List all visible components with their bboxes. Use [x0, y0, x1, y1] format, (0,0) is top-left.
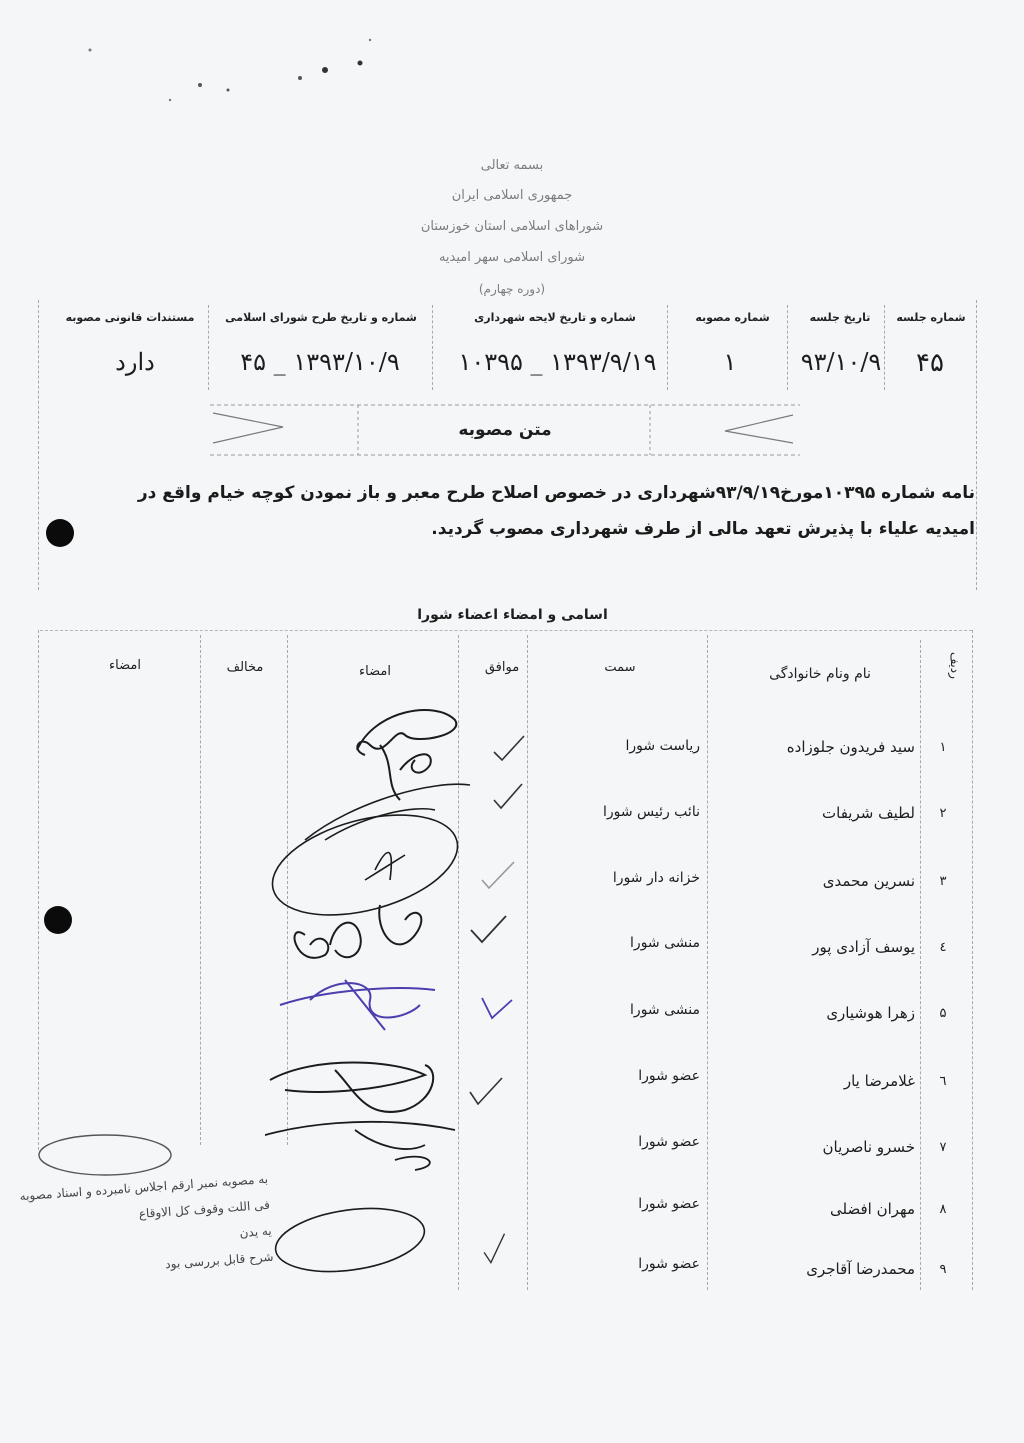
session-no-value: ۴۵ — [916, 348, 944, 378]
agree-checkmark — [490, 780, 530, 814]
col-header-agree: موافق — [484, 660, 520, 675]
row-number: ۳ — [939, 874, 947, 889]
legal-basis-value: دارد — [115, 348, 155, 376]
row-number: ۵ — [939, 1006, 947, 1021]
member-role: ریاست شورا — [625, 738, 700, 754]
member-name: زهرا هوشیاری — [826, 1004, 915, 1022]
note-line: فی اللت وقوف کل الاوقاع — [138, 1197, 271, 1221]
member-name: سید فریدون جلوزاده — [786, 738, 915, 756]
note-line: شرح قابل بررسی بود — [164, 1249, 274, 1272]
members-table-title: اسامی و امضاء اعضاء شورا — [417, 607, 608, 623]
member-name: غلامرضا یار — [843, 1072, 915, 1090]
member-role: نائب رئیس شورا — [602, 804, 700, 820]
member-signatures — [265, 690, 495, 1290]
table-rule — [38, 630, 39, 1150]
frame-right-rule — [976, 300, 977, 590]
handwritten-margin-note — [3, 1166, 275, 1288]
session-date-label: تاریخ جلسه — [809, 311, 871, 324]
member-role: عضو شورا — [638, 1134, 700, 1150]
col-header-signature-2: امضاء — [109, 658, 141, 673]
punch-hole — [46, 519, 74, 547]
table-rule — [707, 635, 708, 1290]
member-role: خزانه دار شورا — [612, 870, 700, 886]
table-top-rule — [40, 630, 972, 631]
resolution-heading: متن مصوبه — [458, 420, 552, 440]
province-council: شوراهای اسلامی استان خوزستان — [420, 219, 604, 234]
row-number: ۱ — [939, 740, 947, 755]
bill-label: شماره و تاریخ لایحه شهرداری — [474, 311, 636, 324]
member-name: نسرین محمدی — [822, 872, 915, 890]
note-line: به مصوبه نمبر ارقم اجلاس نامبرده و اسناد مصوبه — [19, 1171, 269, 1204]
plan-value: ۱۳۹۳/۱۰/۹ _ ۴۵ — [240, 348, 400, 376]
council-term: (دوره چهارم) — [478, 282, 546, 296]
session-no-label: شماره جلسه — [896, 311, 966, 324]
member-role: منشی شورا — [630, 935, 700, 951]
member-name: مهران افضلی — [830, 1200, 915, 1218]
resolution-no-value: ۱ — [723, 348, 737, 376]
plan-label: شماره و تاریخ طرح شورای اسلامی — [225, 311, 417, 324]
bill-value: ۱۳۹۳/۹/۱۹ _ ۱۰۳۹۵ — [458, 348, 657, 376]
row-number: ٤ — [939, 940, 947, 955]
meta-divider — [667, 305, 668, 390]
frame-left-rule — [38, 300, 39, 590]
note-line: یه یدن — [239, 1223, 273, 1240]
member-role: عضو شورا — [638, 1196, 700, 1212]
member-name: خسرو ناصریان — [822, 1138, 915, 1156]
table-rule — [200, 635, 201, 1145]
row-number: ۹ — [939, 1262, 947, 1277]
country-name: جمهوری اسلامی ایران — [451, 188, 573, 203]
resolution-text-line-2: امیدیه علیاء با پذیرش تعهد مالی از طرف شهرداری مصوب گردید. — [431, 519, 975, 539]
table-rule — [972, 630, 973, 1290]
punch-hole — [44, 906, 72, 934]
meta-divider — [208, 305, 209, 390]
col-header-oppose: مخالف — [226, 660, 264, 675]
meta-divider — [432, 305, 433, 390]
col-header-role: سمت — [604, 660, 636, 675]
member-name: لطیف شریفات — [822, 804, 915, 822]
city-council: شورای اسلامی سهر امیدیه — [438, 250, 586, 265]
session-date-value: ۹۳/۱۰/۹ — [800, 348, 882, 376]
member-role: عضو شورا — [638, 1256, 700, 1272]
meta-divider — [884, 305, 885, 390]
agree-checkmark — [490, 730, 530, 764]
member-name: محمدرضا آقاجری — [806, 1260, 915, 1278]
row-number: ٦ — [939, 1074, 947, 1089]
stray-marks — [60, 30, 400, 120]
col-header-signature: امضاء — [359, 664, 391, 679]
row-number: ۸ — [939, 1202, 947, 1217]
col-header-name: نام ونام خانوادگی — [769, 666, 871, 682]
basmala: بسمه تعالی — [480, 158, 544, 173]
member-role: عضو شورا — [638, 1068, 700, 1084]
note-loop — [35, 1130, 175, 1180]
table-rule — [920, 640, 921, 1290]
legal-basis-label: مستندات قانونی مصوبه — [65, 311, 195, 324]
resolution-no-label: شماره مصوبه — [695, 311, 770, 324]
member-name: یوسف آزادی پور — [812, 938, 915, 956]
row-number: ۲ — [939, 806, 947, 821]
member-role: منشی شورا — [630, 1002, 700, 1018]
meta-divider — [787, 305, 788, 390]
col-header-row: ردیف — [948, 652, 962, 679]
row-number: ۷ — [939, 1140, 947, 1155]
resolution-text-line-1: نامه شماره ۱۰۳۹۵مورخ۹۳/۹/۱۹شهرداری در خصوص اصلاح طرح معبر و باز نمودن کوچه خیام واقع در — [137, 483, 975, 503]
